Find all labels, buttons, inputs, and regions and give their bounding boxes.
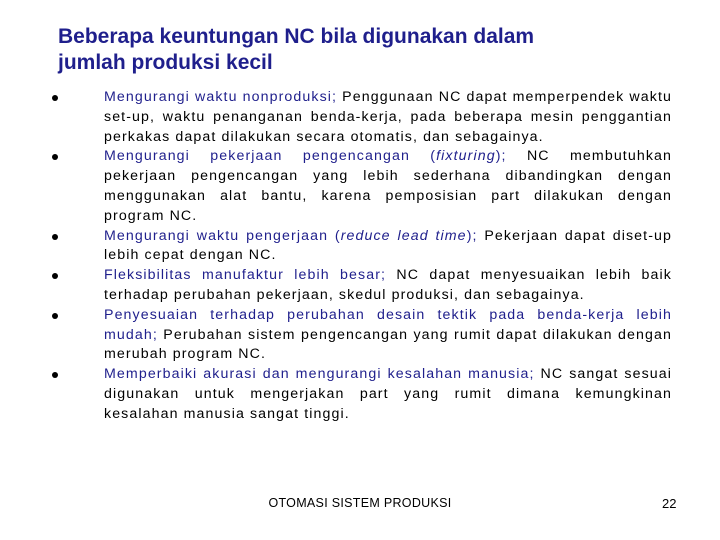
bullet-icon [52, 313, 58, 319]
bullet-icon [52, 95, 58, 101]
page-number: 22 [662, 496, 677, 511]
item-text [104, 365, 672, 424]
list-item [52, 365, 672, 424]
item-text [104, 306, 672, 365]
list-item [52, 266, 672, 306]
item-lead: Penyesuaian terhadap perubahan desain tektik pada benda-kerja lebih mudah; [104, 306, 672, 343]
list-item [52, 88, 672, 147]
item-lead: Mengurangi pekerjaan pengencangan ( [104, 148, 437, 165]
item-body: Penggunaan NC dapat memperpendek waktu set-up, waktu penanganan benda-kerja, pada beberapa mesin penggantian perkakas dapat dilakukan secara otomatis, dan sebagainya. [104, 89, 672, 145]
item-body: Perubahan sistem pengencangan yang rumit dapat dilakukan dengan merubah program NC. [104, 326, 672, 363]
item-lead: Fleksibilitas manufaktur lebih besar; [104, 267, 387, 284]
item-text [104, 147, 672, 226]
bullet-icon [52, 372, 58, 378]
list-item [52, 147, 672, 226]
item-body: NC membutuhkan pekerjaan pengencangan yang lebih sederhana dibandingkan dengan menggunakan alat bantu, karena pemposisian part dilakukan dengan program NC. [104, 148, 673, 224]
item-text [104, 88, 672, 147]
item-lead-emphasis: fixturing [436, 148, 496, 165]
item-lead: Mengurangi waktu nonproduksi; [104, 89, 338, 105]
bullet-icon [52, 154, 58, 160]
item-body: NC sangat sesuai digunakan untuk mengerjakan part yang rumit dimana kemungkinan kesalahan manusia sangat tinggi. [104, 366, 672, 422]
title-line-2: jumlah produksi kecil [58, 51, 273, 74]
item-body: Pekerjaan dapat diset-up lebih cepat dengan NC. [104, 227, 672, 264]
footer-text: OTOMASI SISTEM PRODUKSI [268, 496, 452, 510]
item-lead: Mengurangi waktu pengerjaan ( [104, 227, 341, 244]
list-item [52, 306, 672, 365]
title-line-1: Beberapa keuntungan NC bila digunakan dalam [58, 25, 535, 48]
item-lead-end: ); [466, 227, 478, 244]
bullet-icon [52, 234, 58, 240]
list-item [52, 227, 672, 267]
bullet-list [52, 88, 672, 425]
item-text [104, 227, 672, 267]
bullet-icon [52, 273, 58, 279]
slide-title [58, 24, 698, 76]
item-text [104, 266, 672, 306]
item-body: NC dapat menyesuaikan lebih baik terhadap perubahan pekerjaan, skedul produksi, dan sebagainya. [104, 267, 672, 303]
item-lead-emphasis: reduce lead time [340, 227, 467, 244]
item-lead-end: ); [495, 148, 507, 165]
item-lead: Memperbaiki akurasi dan mengurangi kesalahan manusia; [104, 366, 535, 383]
